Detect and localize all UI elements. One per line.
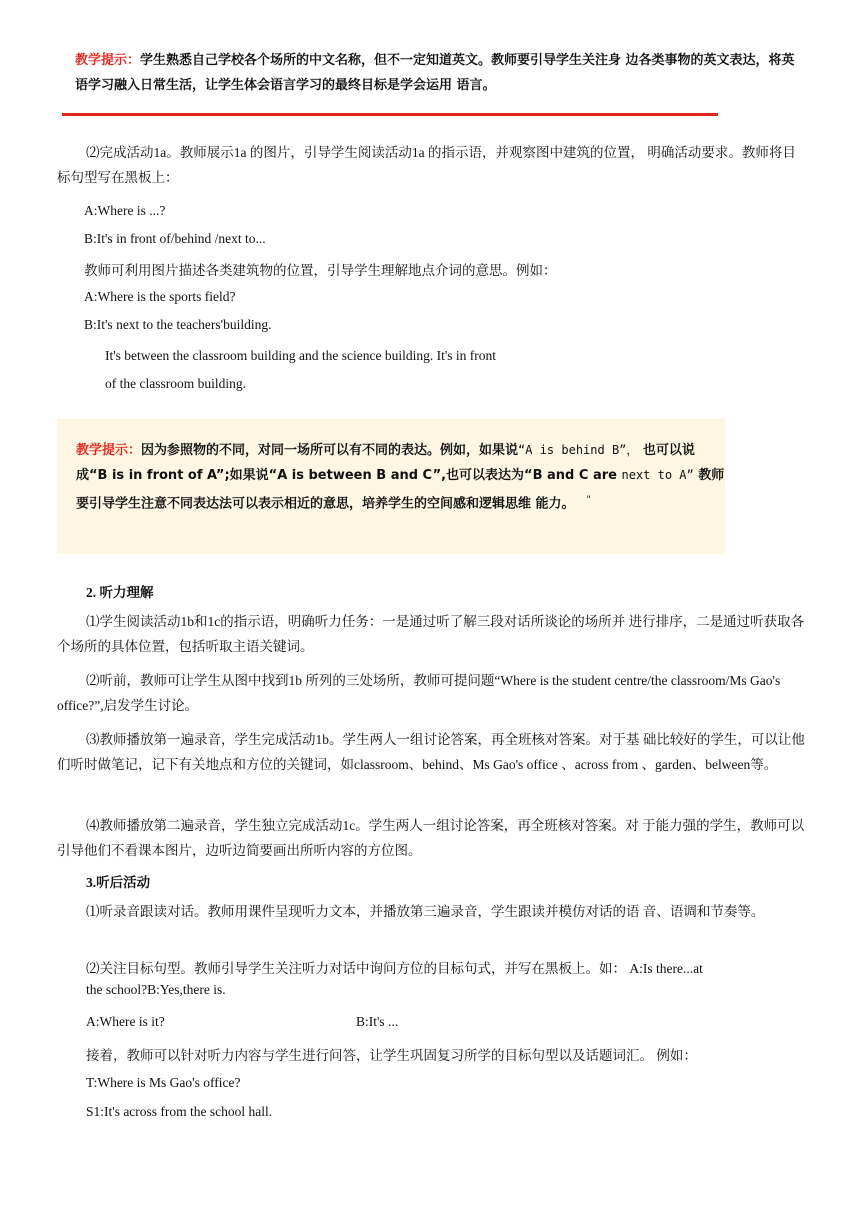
tip-text: 学生熟悉自己学校各个场所的中文名称，但不一定知道英文。教师要引导学生关注身 边各类事物的英文表达，将英语学习融入日常生活，让学生体会语言学习的最终目标是学会运用 语言。 [75, 53, 795, 93]
dialogue-teacher: T:Where is Ms Gao's office? [86, 1075, 241, 1090]
example-question: A:Where is ...? [84, 203, 166, 218]
example-question: A:Where is the sports field? [84, 289, 236, 304]
tip-example: next to A” [621, 468, 694, 482]
paragraph-activity-1a: ⑵完成活动1a。教师展示1a 的图片，引导学生阅读活动1a 的指示语，并观察图中建筑的位置， 明确活动要求。教师将目标句型写在黑板上： [57, 145, 796, 185]
tip-mark: " [586, 495, 591, 505]
paragraph: ⑴学生阅读活动1b和1c的指示语，明确听力任务：一是通过听了解三段对话所谈论的场所并 进行排序，二是通过听获取各个场所的具体位置，包括听取主语关键词。 [57, 614, 805, 654]
section-heading: 3.听后活动 [86, 875, 151, 890]
dialogue-student: S1:It's across from the school hall. [86, 1104, 273, 1119]
teaching-tip-2 [76, 438, 726, 516]
example-question: A:Where is it? [86, 1014, 165, 1029]
tip-label: 教学提示： [76, 443, 142, 458]
paragraph: 接着，教师可以针对听力内容与学生进行问答，让学生巩固复习所学的目标句型以及话题词汇。 例如： [86, 1048, 697, 1063]
teaching-tip-1 [75, 48, 795, 98]
tip-text: 也可以说成“B is in front of A”;如果说“A is between B and C”,也可以表达为“B and C are [76, 443, 695, 483]
paragraph: ⑵听前，教师可让学生从图中找到1b 所列的三处场所，教师可提问题“Where is the student centre/the classroom/Ms Gao's office?”,启发学生讨论。 [57, 673, 781, 713]
tip-example: “A is behind B”， [518, 443, 639, 457]
paragraph: ⑶教师播放第一遍录音，学生完成活动1b。学生两人一组讨论答案，再全班核对答案。对于基 础比较好的学生，可以让他们听时做笔记，记下有关地点和方位的关键词，如classroom、behind、Ms Gao's office 、across from 、garden、belween等。 [57, 732, 805, 772]
paragraph: ⑵关注目标句型。教师引导学生关注听力对话中询问方位的目标句式，并写在黑板上。如： A:Is there...at [86, 961, 703, 976]
tip-label: 教学提示： [75, 53, 141, 68]
paragraph-continued: the school?B:Yes,there is. [86, 982, 226, 997]
example-answer: B:It's next to the teachers'building. [84, 317, 272, 332]
example-answer: B:It's ... [356, 1014, 399, 1029]
section-heading: 2. 听力理解 [86, 585, 154, 600]
paragraph: ⑷教师播放第二遍录音，学生独立完成活动1c。学生两人一组讨论答案，再全班核对答案。对 于能力强的学生，教师可以引导他们不看课本图片，边听边简要画出所听内容的方位图。 [57, 818, 805, 858]
example-answer-continued: of the classroom building. [105, 376, 246, 391]
example-answer: B:It's in front of/behind /next to... [84, 231, 266, 246]
paragraph: ⑴听录音跟读对话。教师用课件呈现听力文本，并播放第三遍录音，学生跟读并模仿对话的语 音、语调和节奏等。 [86, 904, 765, 919]
tip-text: 教师要引导学生注意不同表达法可以表示相近的意思，培养学生的空间感和逻辑思维 能力。 [76, 468, 725, 512]
example-answer-continued: It's between the classroom building and the science building. It's in front [105, 348, 497, 363]
tip-text: 因为参照物的不同，对同一场所可以有不同的表达。例如，如果说 [141, 443, 519, 458]
paragraph-picture: 教师可利用图片描述各类建筑物的位置，引导学生理解地点介词的意思。例如： [84, 263, 557, 278]
red-divider [62, 113, 718, 116]
